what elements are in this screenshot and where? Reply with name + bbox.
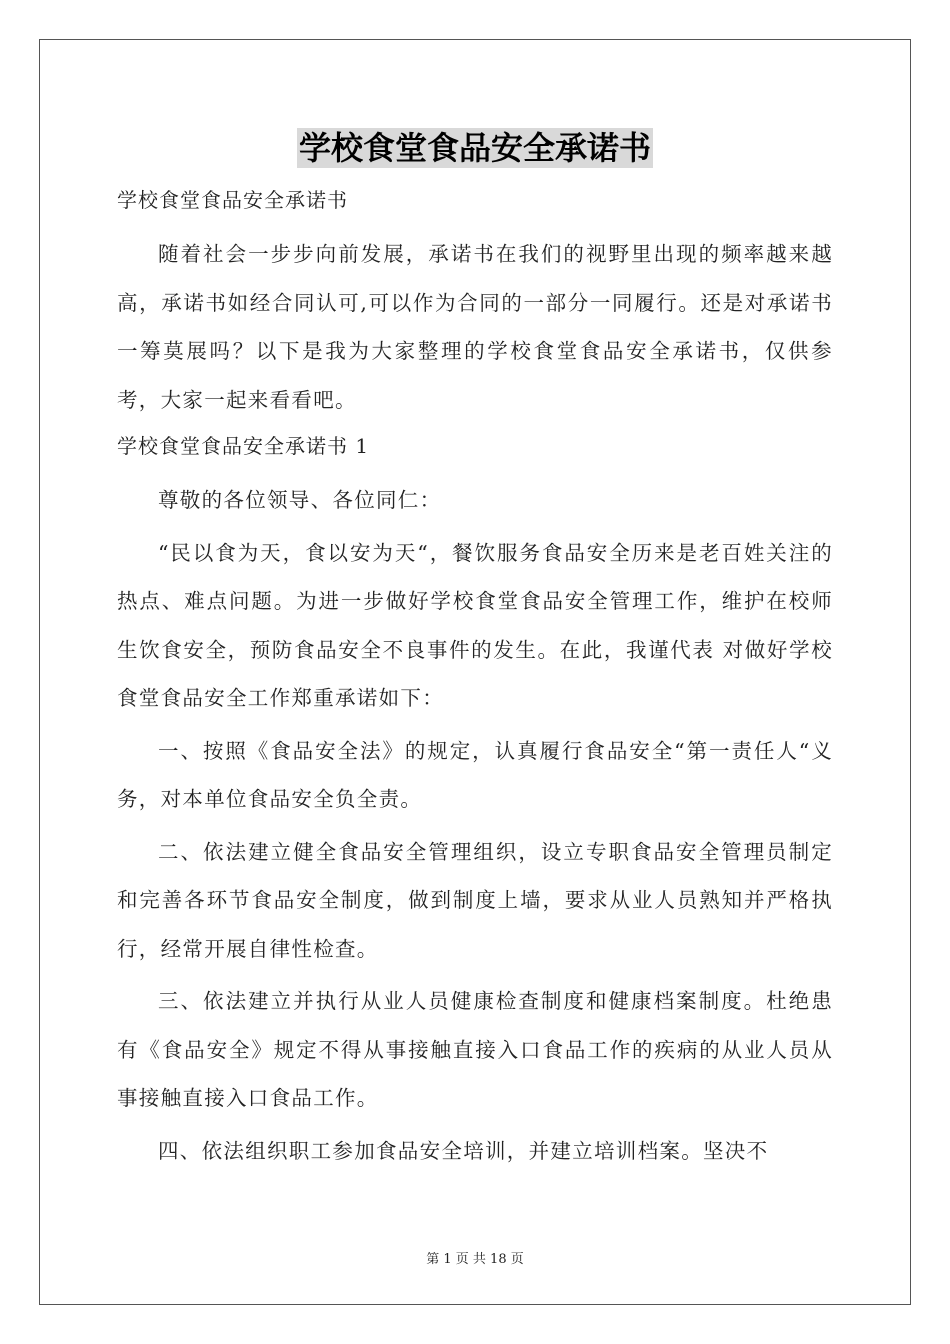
body-paragraph: “民以食为天，食以安为天“，餐饮服务食品安全历来是老百姓关注的热点、难点问题。为进一步做好学校食堂食品安全管理工作，维护在校师生饮食安全，预防食品安全不良事件的发生。在此，我谨代表 对做好学校食堂食品安全工作郑重承诺如下： [117,540,833,710]
body-paragraph: 三、依法建立并执行从业人员健康检查制度和健康档案制度。杜绝患有《食品安全》规定不得从事接触直接入口食品工作的疾病的从业人员从事接触直接入口食品工作。 [117,989,833,1110]
document-subtitle: 学校食堂食品安全承诺书 [117,188,348,212]
document-title: 学校食堂食品安全承诺书 [298,129,651,167]
body-paragraph: 四、依法组织职工参加食品安全培训，并建立培训档案。坚决不 [158,1138,769,1163]
document-body [117,182,833,1179]
title-container [0,128,950,168]
page-footer: 第 1 页 共 18 页 [426,1252,524,1267]
body-paragraph: 二、依法建立健全食品安全管理组织，设立专职食品安全管理员制定和完善各环节食品安全制度，做到制度上墙，要求从业人员熟知并严格执行，经常开展自律性检查。 [117,839,833,961]
section-heading: 学校食堂食品安全承诺书 1 [117,434,370,458]
intro-paragraph: 随着社会一步步向前发展，承诺书在我们的视野里出现的频率越来越高，承诺书如经合同认可,可以作为合同的一部分一同履行。还是对承诺书一筹莫展吗？以下是我为大家整理的学校食堂食品安全承诺书，仅供参考，大家一起来看看吧。 [117,242,833,412]
body-paragraph: 一、按照《食品安全法》的规定，认真履行食品安全“第一责任人“义务，对本单位食品安全负全责。 [117,738,833,811]
salutation: 尊敬的各位领导、各位同仁： [158,488,442,512]
